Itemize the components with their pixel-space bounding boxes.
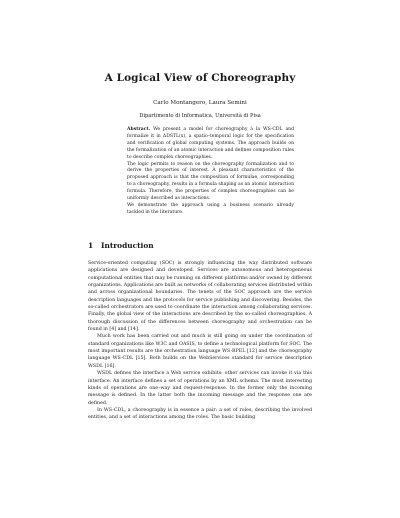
section-heading bbox=[88, 241, 328, 250]
paper-title: A Logical View of Choreography bbox=[104, 72, 296, 84]
paper-authors: Carlo Montangero, Laura Semini bbox=[153, 100, 247, 106]
section-number: 1 bbox=[88, 241, 94, 250]
paper-affiliation: Dipartimento di Informatica, Università di Pisa bbox=[139, 113, 261, 119]
body-paragraph: WSDL defines the interface a Web service exhibits: other services can invoke it via this interface. An interface defines a set of operations by an XML schema. The most interesting kinds of operations are one–way and request-response. In the former only the incoming message is defined. In the latter both the incoming message and the response one are defined. bbox=[88, 371, 312, 406]
body-paragraph: Service-oriented computing (SOC) is strongly influencing the way distributed software applications are designed and developed. Services are autonomous and heterogeneous computational entities that may be running on different platforms and/or owned by different organizations. Applications are built as networks of collaborating services distributed within and across organizational boundaries. The tenets of the SOC approach are the service description languages and the protocols for service publishing and discovering. Besides, the so-called orchestrators are used to coordinate the interaction among collaborating services. Finally, the global view of the interactions are described by the so-called choreographies. A thorough discussion of the differences between choreography and orchestration can be found in [4] and [14]. bbox=[88, 261, 312, 333]
abstract-paragraph bbox=[127, 127, 294, 162]
abstract-paragraph: The logic permits to reason on the choreography formalization and to derive the properties of interest. A pleasant characteristics of the proposed approach is that the composition of formulae, corresponding to a choreography, results in a formula shaping as an atomic interaction formula. Therefore, the properties of complex choreographies can be uniformly described as interactions. bbox=[127, 161, 294, 202]
body-paragraph: In WS-CDL, a choreography is in essence a pair: a set of roles, describing the involved entities, and a set of interactions among the roles. The basic building bbox=[88, 407, 312, 421]
abstract-label: Abstract. bbox=[127, 127, 151, 132]
section-body bbox=[88, 260, 312, 422]
abstract-paragraph: We demonstrate the approach using a business scenario already tackled in the literature. bbox=[127, 202, 294, 215]
abstract bbox=[127, 127, 294, 217]
abstract-text: We present a model for choreography à la WS-CDL and formalize it in ΔDSTL(x), a spatio–temporal logic for the specification and verification of global computing systems. The approach builds on the formalization of an atomic interaction and defines composition rules to describe complex choreographies. bbox=[127, 127, 295, 160]
section-title: Introduction bbox=[101, 241, 154, 250]
body-paragraph: Much work has been carried out and much is still going on under the coordination of standard organizations like W3C and OASIS, to define a technological platform for SOC. The most important results are the orchestration language WS-BPEL [12] and the choreography language WS-CDL [15]. Both builds on the WebServices standard for service description WSDL [16]. bbox=[88, 334, 312, 369]
